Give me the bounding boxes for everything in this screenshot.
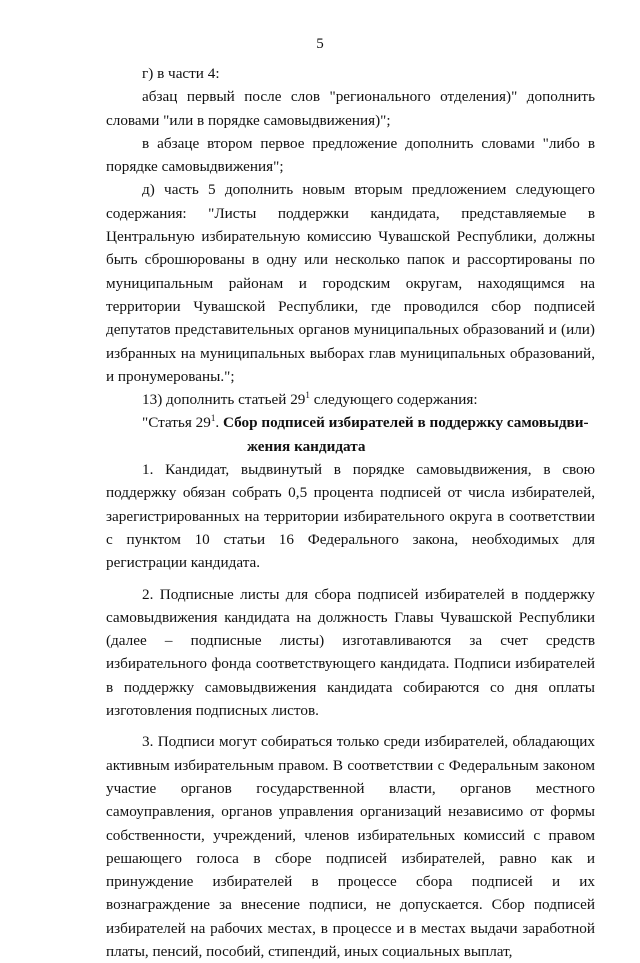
article-heading <box>106 411 595 458</box>
paragraph-first-abzac: абзац первый после слов "регионального отделения)" дополнить словами "или в порядке самовыдвижения)"; <box>106 88 595 129</box>
page-number: 5 <box>316 36 324 52</box>
item13-after: следующего содержания: <box>309 391 478 409</box>
article-lead: "Статья $29^1$. <box>142 413 220 432</box>
paragraph-second-abzac: в абзаце втором первое предложение дополнить словами "либо в порядке самовыдвижения"; <box>106 134 595 176</box>
paragraph-g: г) в части 4: <box>142 65 220 82</box>
item13-before: 13) дополнить статьей 29 <box>142 391 306 409</box>
article-title-line1: Сбор подписей избирателей в поддержку самовыдви- <box>222 414 589 432</box>
document-body <box>106 62 595 963</box>
point-1: 1. Кандидат, выдвинутый в порядке самовыдвижения, в свою поддержку обязан собрать 0,5 процента подписей от числа избирателей, зарегистрированных на территории избирательного округа в соответствии с пунктом 10 статьи 16 Федерального закона, необходимых для регистрации кандидата. <box>106 461 595 572</box>
item13-sup: 1 <box>305 390 310 401</box>
point-2: 2. Подписные листы для сбора подписей избирателей в поддержку самовыдвижения кандидата на должность Главы Чувашской Республики (далее – подписные листы) изготавливаются за счет средств избирательного фонда соответствующего кандидата. Подписи избирателей в поддержку самовыдвижения кандидата собираются со дня оплаты изготовления подписных листов. <box>106 585 595 720</box>
article-sup: 1 <box>210 413 216 424</box>
point-3: 3. Подписи могут собираться только среди избирателей, обладающих активным избирательным правом. В соответствии с Федеральным законом участие органов государственной власти, органов местного самоуправления, органов управления организаций независимо от формы собственности, учреждений, членов избирательных комиссий с правом решающего голоса в сборе подписей избирателей, равно как и принуждение избирателей в процессе сбора подписей и их вознаграждение за внесение подписи, не допускается. Сбор подписей избирателей на рабочих местах, в процессе и в местах выдачи заработной платы, пенсий, пособий, стипендий, иных социальных выплат, <box>106 733 595 960</box>
paragraph-d: д) часть 5 дополнить новым вторым предложением следующего содержания: "Листы поддержки кандидата, представляемые в Центральную избирательную комиссию Чувашской Республики, должны быть сброшюрованы в одну или несколько папок и рассортированы по муниципальным районам и городским округам, находящимся на территории Чувашской Республики, где проводился сбор подписей депутатов представительных органов муниципальных образований и (или) избранных на муниципальных выборах глав муниципальных образований, и пронумерованы."; <box>106 181 595 385</box>
paragraph-item-13 <box>106 388 595 411</box>
article-title-line2: жения кандидата <box>247 437 366 455</box>
